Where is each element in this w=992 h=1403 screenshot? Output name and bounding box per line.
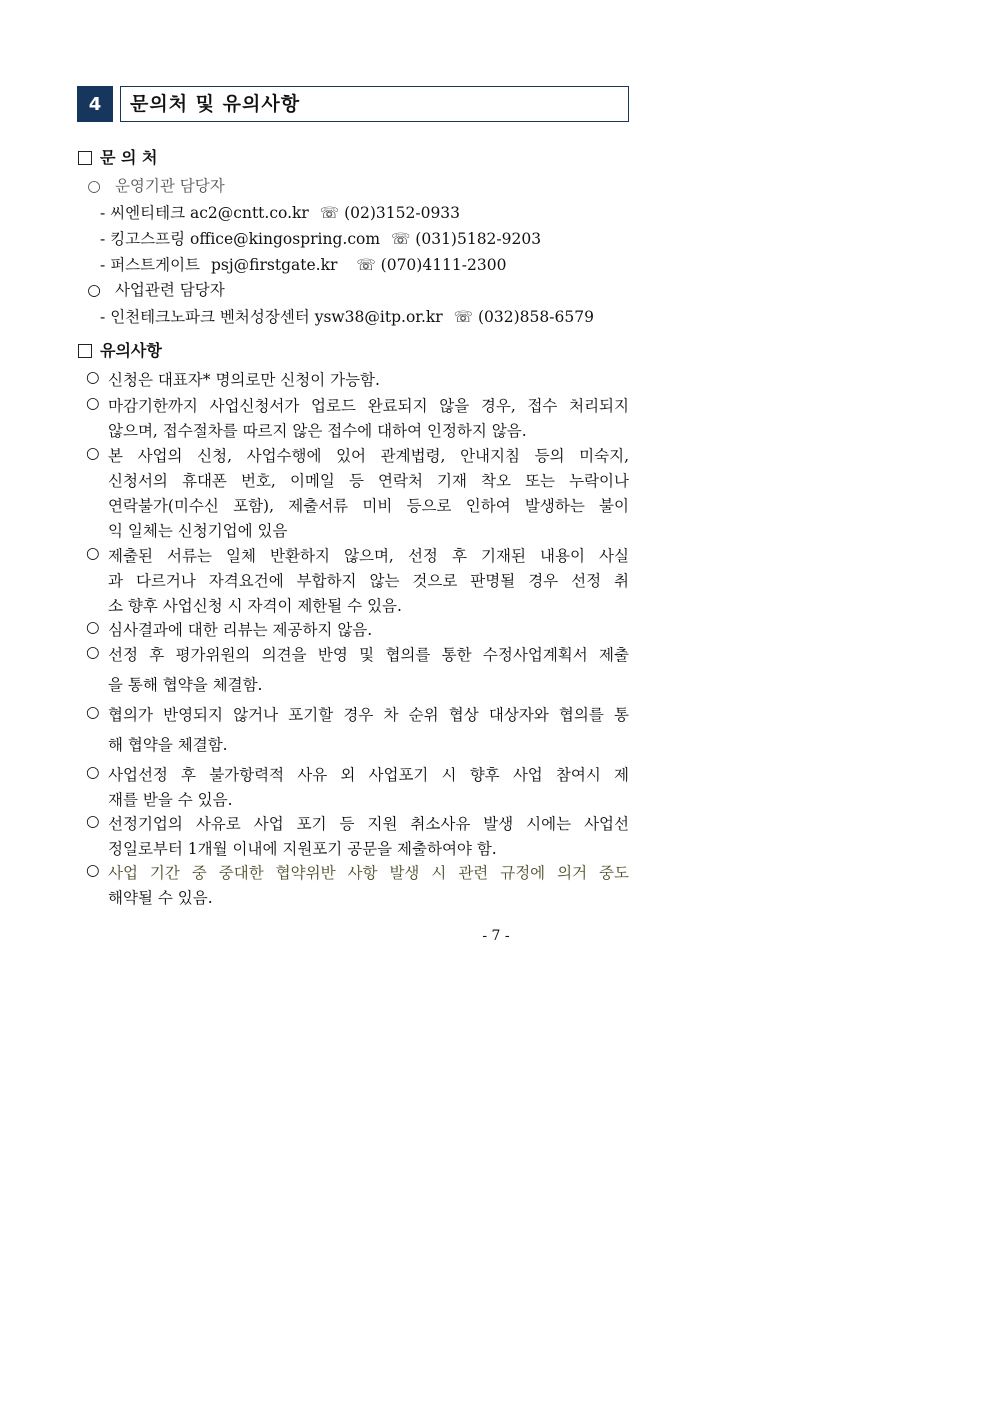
- bullet-icon: ○: [86, 812, 100, 830]
- contact-email: psj@firstgate.kr: [210, 256, 338, 274]
- contact-phone: (070)4111-2300: [380, 256, 507, 274]
- contact-group: [86, 174, 225, 196]
- dash: -: [100, 204, 106, 222]
- dash: -: [100, 256, 106, 274]
- bullet-icon: ○: [86, 368, 100, 386]
- contact-org: 킹고스프링: [110, 230, 186, 248]
- note-line: 사업선정 후 불가항력적 사유 외 사업포기 시 향후 사업 참여시 제: [108, 766, 629, 784]
- phone-icon: ☏: [356, 256, 376, 274]
- contact-heading-text: 문 의 처: [100, 148, 158, 167]
- contact-group-label: 운영기관 담당자: [114, 177, 225, 195]
- bullet-icon: ○: [86, 861, 100, 879]
- note-line: 협의가 반영되지 않거나 포기할 경우 차 순위 협상 대상자와 협의를 통: [108, 706, 629, 724]
- contact-org: 인천테크노파크 벤처성장센터: [110, 308, 310, 326]
- contact-phone: (031)5182-9203: [415, 230, 542, 248]
- bullet-icon: ○: [86, 763, 100, 781]
- bullet-icon: ○: [86, 394, 100, 412]
- note-line: 마감기한까지 사업신청서가 업로드 완료되지 않을 경우, 접수 처리되지: [108, 397, 629, 415]
- contact-org: 퍼스트게이트: [110, 256, 201, 274]
- section-title: 문의처 및 유의사항: [120, 86, 629, 122]
- phone-icon: ☏: [453, 308, 474, 326]
- note-line: 본 사업의 신청, 사업수행에 있어 관계법령, 안내지침 등의 미숙지,: [108, 447, 629, 465]
- note-line: 사업 기간 중 중대한 협약위반 사항 발생 시 관련 규정에 의거 중도: [108, 864, 629, 882]
- contact-email: ysw38@itp.or.kr: [314, 308, 443, 326]
- notes-heading-text: 유의사항: [100, 341, 162, 360]
- contact-phone: (032)858-6579: [477, 308, 594, 326]
- contact-group: [86, 278, 225, 300]
- contact-heading: [78, 145, 158, 168]
- contact-group-label: 사업관련 담당자: [114, 281, 225, 299]
- bullet-icon: ○: [86, 643, 100, 661]
- contact-item: [100, 227, 541, 249]
- note-line: 선정 후 평가위원의 의견을 반영 및 협의를 통한 수정사업계획서 제출: [108, 646, 629, 664]
- note-line: 정일로부터 1개월 이내에 지원포기 공문을 제출하여야 함.: [108, 840, 497, 858]
- note-line: 제출된 서류는 일체 반환하지 않으며, 선정 후 기재된 내용이 사실: [108, 547, 629, 565]
- section-number: 4: [77, 86, 113, 122]
- contact-phone: (02)3152-0933: [344, 204, 461, 222]
- note-line: 연락불가(미수신 포함), 제출서류 미비 등으로 인하여 발생하는 불이: [108, 497, 629, 515]
- contact-email: office@kingospring.com: [190, 230, 381, 248]
- contact-email: ac2@cntt.co.kr: [190, 204, 309, 222]
- phone-icon: ☏: [390, 230, 411, 248]
- bullet-icon: ○: [86, 444, 100, 462]
- note-line: 익 일체는 신청기업에 있음: [108, 522, 288, 540]
- note-line: 않으며, 접수절차를 따르지 않은 접수에 대하여 인정하지 않음.: [108, 422, 527, 440]
- notes-heading: [78, 338, 162, 361]
- checkbox-icon: [78, 151, 92, 165]
- contact-item: [100, 253, 506, 275]
- note-line: 을 통해 협약을 체결함.: [108, 676, 263, 694]
- note-line: 신청은 대표자* 명의로만 신청이 가능함.: [108, 371, 380, 389]
- page-number: - 7 -: [482, 928, 510, 944]
- note-line: 해 협약을 체결함.: [108, 736, 228, 754]
- bullet-icon: ○: [86, 618, 100, 636]
- contact-item: [100, 305, 594, 327]
- contact-org: 씨엔티테크: [110, 204, 186, 222]
- phone-icon: ☏: [319, 204, 340, 222]
- note-line: 선정기업의 사유로 사업 포기 등 지원 취소사유 발생 시에는 사업선: [108, 815, 629, 833]
- note-line: 소 향후 사업신청 시 자격이 제한될 수 있음.: [108, 597, 402, 615]
- note-line: 신청서의 휴대폰 번호, 이메일 등 연락처 기재 착오 또는 누락이나: [108, 472, 629, 490]
- note-line: 해약될 수 있음.: [108, 889, 213, 907]
- note-line: 과 다르거나 자격요건에 부합하지 않는 것으로 판명될 경우 선정 취: [108, 572, 629, 590]
- section-header: [77, 86, 629, 122]
- bullet-icon: ○: [86, 544, 100, 562]
- dash: -: [100, 230, 106, 248]
- note-line: 심사결과에 대한 리뷰는 제공하지 않음.: [108, 621, 373, 639]
- bullet-icon: ○: [87, 177, 101, 195]
- note-line: 재를 받을 수 있음.: [108, 791, 233, 809]
- contact-item: [100, 201, 460, 223]
- dash: -: [100, 308, 106, 326]
- bullet-icon: ○: [87, 281, 101, 299]
- checkbox-icon: [78, 344, 92, 358]
- bullet-icon: ○: [86, 703, 100, 721]
